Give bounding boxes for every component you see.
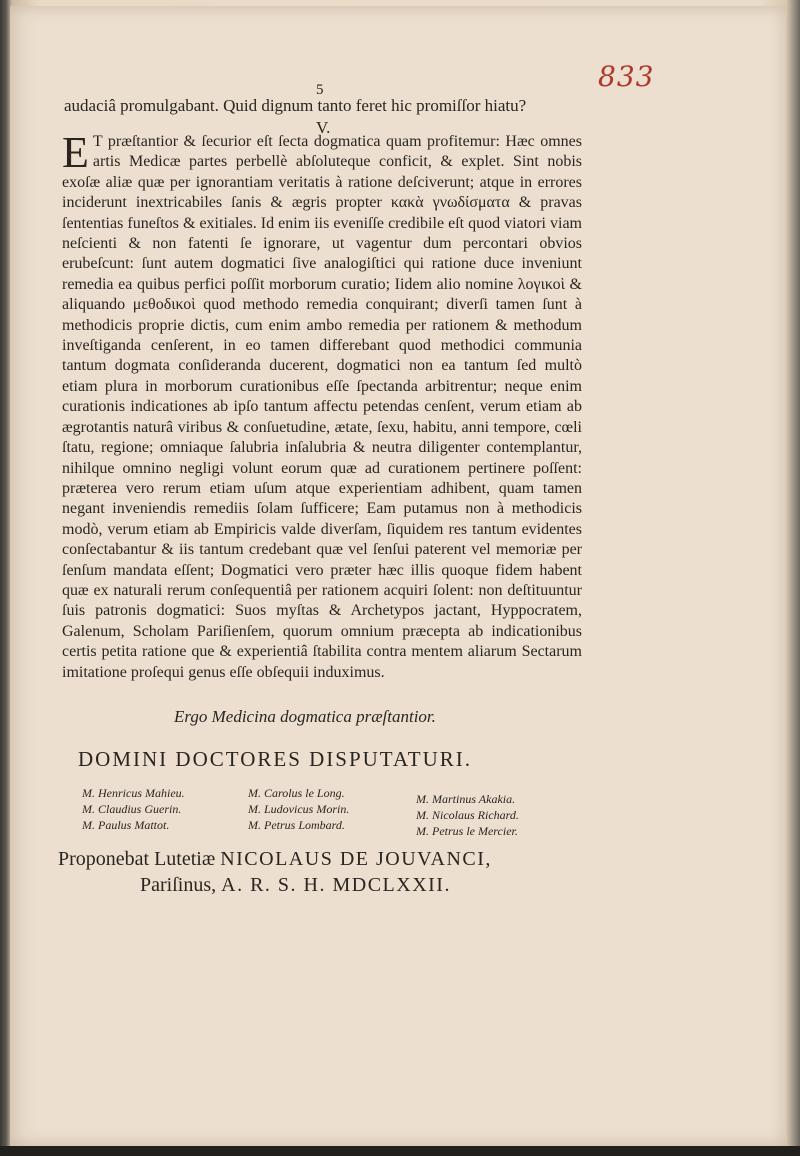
proponent-name: NICOLAUS DE JOUVANCI, — [220, 848, 492, 870]
scan-edge — [0, 1146, 800, 1156]
doctors-column-1 — [82, 786, 252, 834]
doctors-column-3 — [416, 792, 586, 840]
folio-number: 833 — [598, 60, 655, 93]
signature-mark: 5 — [316, 82, 324, 98]
doctor-name: M. Nicolaus Richard. — [416, 808, 519, 822]
doctors-column-2 — [248, 786, 418, 834]
doctor-name: M. Henricus Mahieu. — [82, 786, 185, 800]
proponent-line-1 — [58, 848, 492, 871]
proponent-origin: Pariſinus, — [140, 874, 217, 896]
doctor-name: M. Petrus le Mercier. — [416, 824, 518, 838]
conclusion: Ergo Medicina dogmatica præſtantior. — [174, 707, 436, 726]
drop-cap: E — [62, 128, 89, 177]
doctor-name: M. Martinus Akakia. — [416, 792, 516, 806]
proponent-prefix: Proponebat Lutetiæ — [58, 848, 216, 870]
opening-line: audaciâ promulgabant. Quid dignum tanto feret hic promiſſor hiatu? — [64, 96, 527, 115]
doctor-name: M. Carolus le Long. — [248, 786, 345, 800]
proponent-date: A. R. S. H. MDCLXXII. — [221, 874, 451, 896]
doctor-name: M. Claudius Guerin. — [82, 802, 182, 816]
section-number: V. — [316, 118, 331, 137]
doctor-name: M. Petrus Lombard. — [248, 818, 345, 832]
doctor-name: M. Paulus Mattot. — [82, 818, 170, 832]
doctors-heading: DOMINI DOCTORES DISPUTATURI. — [78, 747, 473, 771]
body-paragraph: T præſtantior & ſecurior eſt ſecta dogmatica quam profitemur: Hæc omnes artis Medicæ partes perbellè abſoluteque conficit, & explet. Sint nobis exoſæ aliæ quæ per ignorantiam veritatis à ratione deſciverunt; atque in errores inciderunt inextricabiles ſanis & ægris propter κακὰ γνωδίσματα & pravas ſententias funeſtos & exitiales. Id enim iis eveniſſe credibile eſt quod viatori viam neſcienti & non fatenti ſe ignorare, ut vagentur dum percontari obvios erubeſcunt: ſunt autem dogmatici ſive analogiſtici qui ratione duce inveniunt remedia ea quibus perfici poſſit morborum curatio; Iidem alio nomine λογικοὶ & aliquando μεθοδικοὶ quod methodo remedia conquirant; diverſi tamen ſunt à methodicis proprie dictis, cum enim ambo remedia per rationem & methodum inveſtiganda cenſerent, in eo tamen differebant quod methodici communia tantum dogmata conſideranda ducerent, dogmatici non ea tantum ſed multò etiam plura in morborum curationibus eſſe ſpectanda arbitrentur; neque enim curationis indicationes ab ipſo tantum affectu petendas cenſent, verum etiam ab ægrotantis naturâ viribus & conſuetudine, ætate, ſexu, habitu, anni tempore, cœli ſtatu, regione; omniaque ſalubria inſalubria & neutra diligenter contemplantur, nihilque omnino negligi volunt eorum quæ ad curationem pertinere poſſent: præterea vero rerum etiam uſum atque experientiam adhibent, quam tamen negant inveniendis remediis ſolam ſufficere; Eam putamus non à methodicis modò, verum etiam ab Empiricis valde diverſam, ſiquidem res tantum evidentes conſectabantur & iis tantum credebant quæ vel ſenſui paterent vel memoriæ per ſenſum mandata eſſent; Dogmatici vero præter hæc illis quoque fidem habent quæ ex naturali rerum conſequentiâ per rationem acquiri ſolent: non deſtituuntur ſuis patronis dogmatici: Suos myſtas & Archetypos jactant, Hyppocratem, Galenum, Scholam Pariſienſem, quorum omnium præcepta ab indicationibus certis petita ratione que & experientiâ ſtabilita contra mentem aliarum Sectarum imitatione proſequi genus eſſe obſequii induximus. — [62, 133, 582, 681]
proponent-line-2 — [140, 874, 451, 897]
doctor-name: M. Ludovicus Morin. — [248, 802, 350, 816]
body-text — [62, 128, 582, 683]
